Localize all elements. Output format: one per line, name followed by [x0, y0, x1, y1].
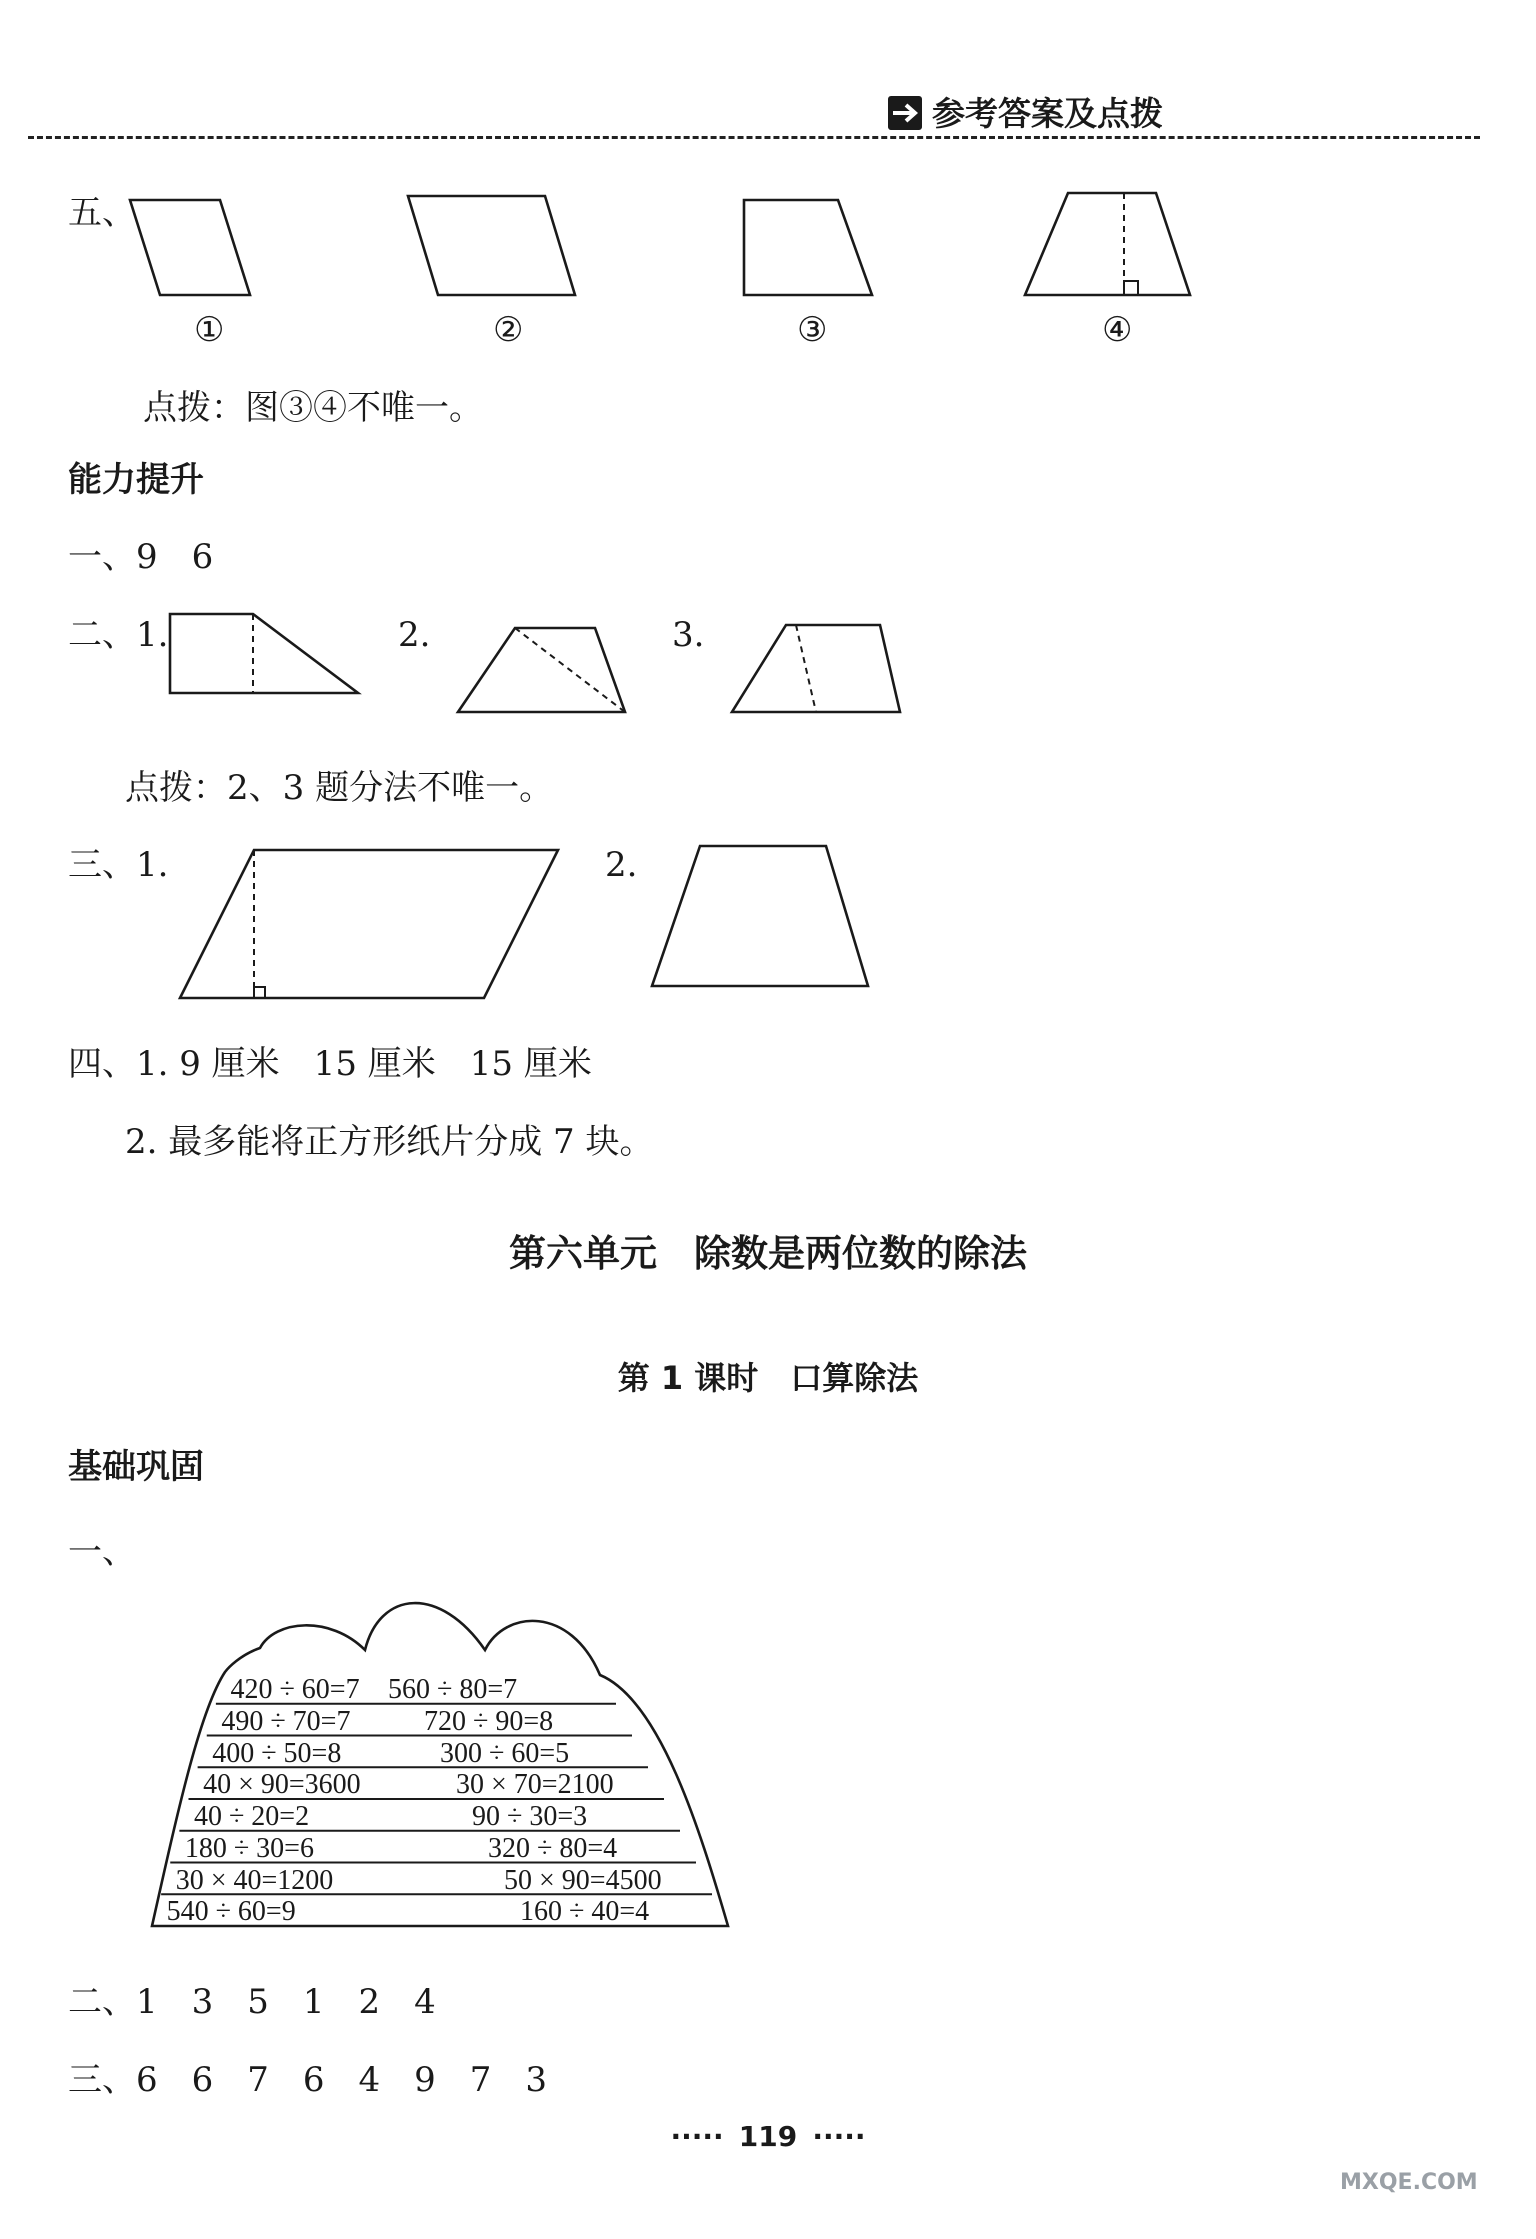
footer-dots-left: ····· — [670, 2120, 724, 2153]
mountain-equation-right: 30 × 70=2100 — [456, 1769, 614, 1801]
mountain-equation-left: 540 ÷ 60=9 — [166, 1896, 296, 1928]
mountain-equation-left: 40 × 90=3600 — [203, 1769, 361, 1801]
figure-label-2: ② — [493, 310, 524, 350]
section5-hint: 点拨：图③④不唯一。 — [143, 388, 483, 428]
ability-q3-2-label: 2. — [605, 845, 638, 885]
basic-q1-label: 一、 — [68, 1532, 136, 1572]
mountain-equation-right: 90 ÷ 30=3 — [472, 1801, 588, 1832]
ability-heading: 能力提升 — [68, 460, 204, 500]
figure-label-3: ③ — [797, 310, 828, 350]
mountain-equation-right: 50 × 90=4500 — [504, 1864, 662, 1896]
page-footer — [0, 2120, 1536, 2153]
mountain-equation-right: 160 ÷ 40=4 — [520, 1896, 650, 1928]
ability-q2-3-label: 3. — [672, 615, 705, 655]
section5-label: 五、 — [68, 193, 136, 233]
header-title: 参考答案及点拨 — [932, 94, 1163, 133]
ability-q4-1: 四、1. 9 厘米 15 厘米 15 厘米 — [68, 1044, 592, 1084]
watermark-logo: MXQE.COM — [1340, 2170, 1478, 2195]
mountain-equation-left: 180 ÷ 30=6 — [184, 1832, 314, 1864]
mountain-equation-left: 30 × 40=1200 — [175, 1864, 334, 1896]
mountain-equation-right: 300 ÷ 60=5 — [440, 1737, 570, 1769]
footer-dots-right: ····· — [812, 2120, 866, 2153]
unit-title: 第六单元 除数是两位数的除法 — [509, 1232, 1027, 1275]
ability-q2-label: 二、1. — [68, 615, 169, 655]
ability-hint: 点拨：2、3 题分法不唯一。 — [125, 768, 554, 808]
lesson-title: 第 1 课时 口算除法 — [617, 1359, 919, 1397]
figure-label-1: ① — [194, 310, 225, 350]
mountain-equation-left: 40 ÷ 20=2 — [193, 1801, 310, 1832]
mountain-equation-left: 400 ÷ 50=8 — [212, 1737, 342, 1769]
basic-heading: 基础巩固 — [68, 1447, 204, 1487]
figure-label-4: ④ — [1102, 310, 1133, 350]
mountain-equation-left: 420 ÷ 60=7 — [230, 1674, 360, 1705]
basic-q2: 二、1 3 5 1 2 4 — [68, 1982, 436, 2022]
mountain-equation-right: 720 ÷ 90=8 — [424, 1705, 554, 1737]
mountain-equation-left: 490 ÷ 70=7 — [221, 1705, 351, 1737]
basic-q3: 三、6 6 7 6 4 9 7 3 — [68, 2060, 548, 2100]
page-number: 119 — [738, 2120, 798, 2153]
ability-q4-2: 2. 最多能将正方形纸片分成 7 块。 — [125, 1122, 654, 1162]
ability-q2-2-label: 2. — [398, 615, 431, 655]
mountain-equation-right: 320 ÷ 80=4 — [488, 1832, 618, 1864]
mountain-equation-right: 560 ÷ 80=7 — [388, 1674, 518, 1705]
ability-q3-label: 三、1. — [68, 845, 169, 885]
ability-q1: 一、9 6 — [68, 537, 214, 577]
